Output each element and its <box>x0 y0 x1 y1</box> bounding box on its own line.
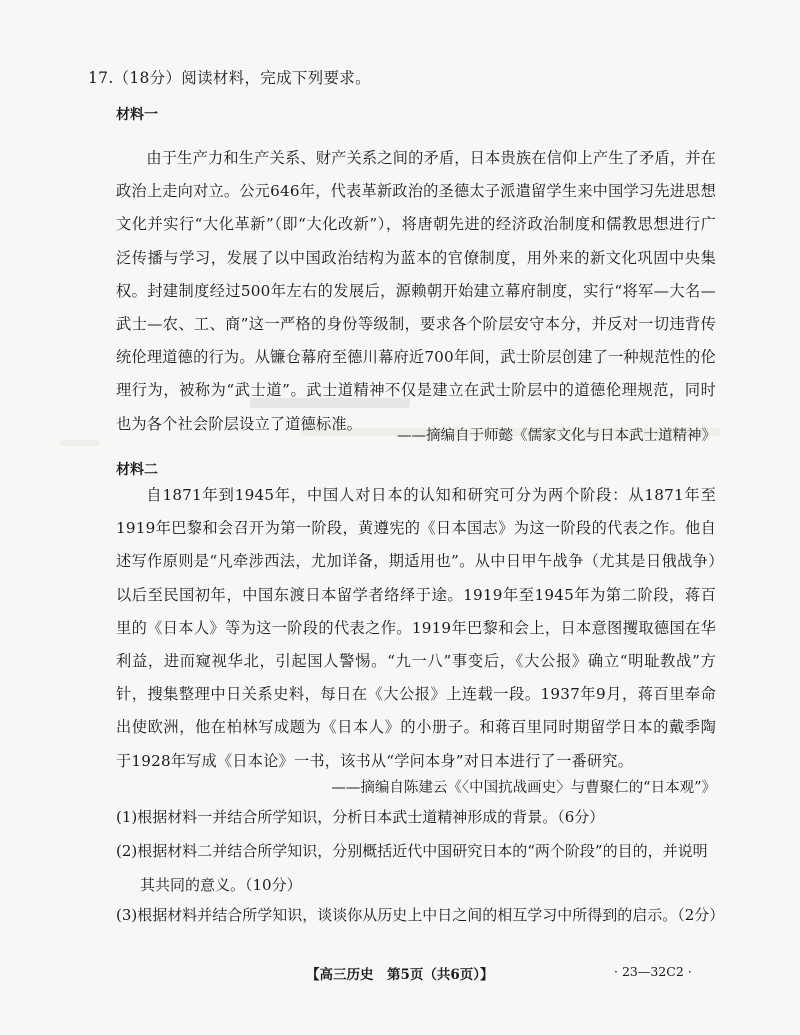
material1-label: 材料一 <box>116 107 158 123</box>
subquestion-2-line1: (2)根据材料二并结合所学知识，分别概括近代中国研究日本的“两个阶段”的目的，并说明 <box>116 842 708 860</box>
material2-label: 材料二 <box>116 462 158 478</box>
page-footer: 【高三历史 第5页（共6页）】 <box>306 967 494 983</box>
material1-source: ——摘编自于师懿《儒家文化与日本武士道精神》 <box>397 428 716 444</box>
exam-code: · 23—32C2 · <box>614 964 692 979</box>
material1-text: 由于生产力和生产关系、财产关系之间的矛盾，日本贵族在信仰上产生了矛盾，并在政治上走向对立。公元646年，代表革新政治的圣德太子派遣留学生来中国学习先进思想文化并实行“大化革新”（即“大化改新”），将唐朝先进的经济政治制度和儒教思想进行广泛传播与学习，发展了以中国政治结构为蓝本的官僚制度，用外来的新文化巩固中央集权。封建制度经过500年左右的发展后，源赖朝开始建立幕府制度，实行“将军—大名—武士—农、工、商”这一严格的身份等级制，要求各个阶层安守本分，并反对一切违背传统伦理道德的行为。从镰仓幕府至德川幕府近700年间，武士阶层创建了一种规范性的伦理行为，被称为“武士道”。武士道精神不仅是建立在武士阶层中的道德伦理规范，同时也为各个社会阶层设立了道德标准。 <box>116 149 716 433</box>
subquestion-2-line2: 其共同的意义。（10分） <box>140 876 302 894</box>
material2-source: ——摘编自陈建云《〈中国抗战画史〉与曹聚仁的“日本观”》 <box>331 780 716 796</box>
subquestion-3: (3)根据材料并结合所学知识，谈谈你从历史上中日之间的相互学习中所得到的启示。（2分） <box>116 906 725 924</box>
question-header: 17.（18分）阅读材料，完成下列要求。 <box>88 69 371 87</box>
material2-text: 自1871年到1945年，中国人对日本的认知和研究可分为两个阶段：从1871年至1919年巴黎和会召开为第一阶段，黄遵宪的《日本国志》为这一阶段的代表之作。他自述写作原则是“凡牵涉西法，尤加详备，期适用也”。从中日甲午战争（尤其是日俄战争）以后至民国初年，中国东渡日本留学者络绎于途。1919年至1945年为第二阶段，蒋百里的《日本人》等为这一阶段的代表之作。1919年巴黎和会上，日本意图攫取德国在华利益，进而窥视华北，引起国人警惕。“九一八”事变后，《大公报》确立“明耻教战”方针，搜集整理中日关系史料，每日在《大公报》上连载一段。1937年9月，蒋百里奉命出使欧洲，他在柏林写成题为《日本人》的小册子。和蒋百里同时期留学日本的戴季陶于1928年写成《日本论》一书，该书从“学问本身”对日本进行了一番研究。 <box>116 486 716 770</box>
subquestion-1: (1)根据材料一并结合所学知识，分析日本武士道精神形成的背景。（6分） <box>116 808 605 826</box>
subquestion-2 <box>116 834 720 902</box>
scan-smudge <box>60 440 100 446</box>
